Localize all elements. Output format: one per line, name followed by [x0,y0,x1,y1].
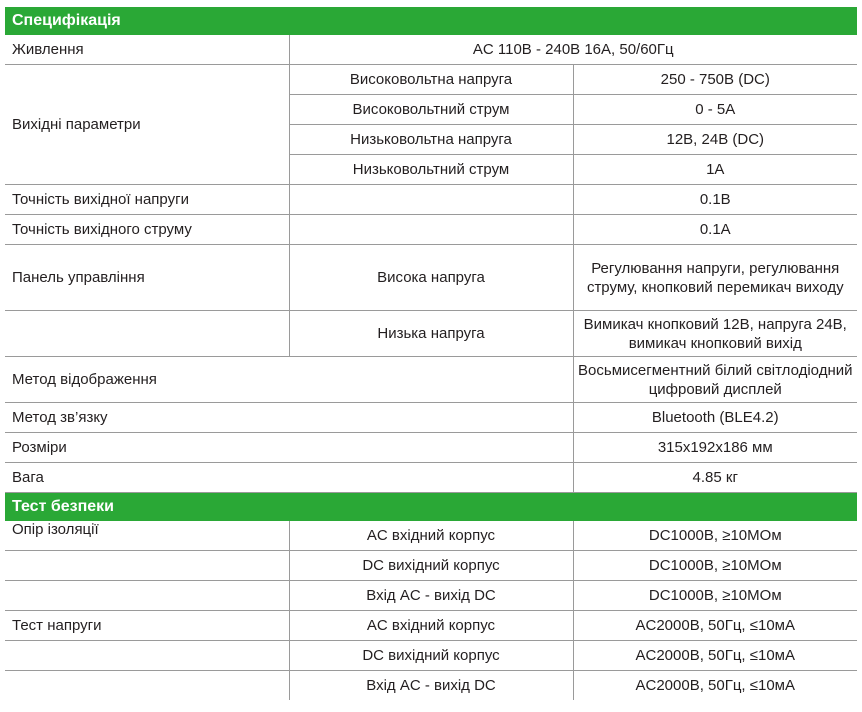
table-row [5,433,857,463]
value-cell: AC2000В, 50Гц, ≤10мА [573,671,857,701]
row-label-communication: Метод зв’язку [5,403,573,433]
empty-cell [289,215,573,245]
table-row [5,357,857,403]
table-row [5,641,857,671]
value-cell: AC2000В, 50Гц, ≤10мА [573,611,857,641]
param-cell: Низьковольтний струм [289,155,573,185]
param-cell: DC вихідний корпус [289,641,573,671]
value-cell: DC1000В, ≥10МОм [573,581,857,611]
param-cell: Низька напруга [289,311,573,357]
empty-cell [289,185,573,215]
value-cell: DC1000В, ≥10МОм [573,551,857,581]
spec-sheet [5,7,857,700]
value-cell: 12В, 24В (DC) [573,125,857,155]
row-label-control-panel: Панель управління [5,245,289,311]
table-row [5,581,857,611]
param-cell: AC вхідний корпус [289,521,573,551]
row-label-dimensions: Розміри [5,433,573,463]
row-label-voltage-accuracy: Точність вихідної напруги [5,185,289,215]
row-value-dimensions: 315x192x186 мм [573,433,857,463]
table-row [5,185,857,215]
value-cell: Регулювання напруги, регулювання струму, кнопковий перемикач виходу [573,245,857,311]
table-row [5,611,857,641]
specification-table [5,35,857,493]
empty-cell [5,551,289,581]
param-cell: Високовольтна напруга [289,65,573,95]
table-row [5,403,857,433]
row-label-current-accuracy: Точність вихідного струму [5,215,289,245]
section-title-safety-test: Тест безпеки [5,493,857,521]
value-cell: 0 - 5А [573,95,857,125]
table-row [5,671,857,701]
table-row [5,311,857,357]
row-value-power: AC 110В - 240В 16А, 50/60Гц [289,35,857,65]
param-cell: Низьковольтна напруга [289,125,573,155]
table-row [5,65,857,95]
row-label-weight: Вага [5,463,573,493]
value-cell: 1А [573,155,857,185]
section-title-specification: Специфікація [5,7,857,35]
empty-cell [5,581,289,611]
row-value-voltage-accuracy: 0.1В [573,185,857,215]
row-value-communication: Bluetooth (BLE4.2) [573,403,857,433]
value-cell: 250 - 750В (DC) [573,65,857,95]
table-row [5,551,857,581]
table-row [5,245,857,311]
param-cell: Високовольтний струм [289,95,573,125]
row-label-voltage-test: Тест напруги [5,611,289,641]
param-cell: Висока напруга [289,245,573,311]
safety-test-table [5,521,857,700]
empty-cell [5,311,289,357]
param-cell: Вхід AC - вихід DC [289,671,573,701]
empty-cell [5,671,289,701]
row-label-insulation: Опір ізоляції [5,521,289,551]
table-row [5,215,857,245]
value-cell: Вимикач кнопковий 12В, напруга 24В, вимикач кнопковий вихід [573,311,857,357]
empty-cell [5,641,289,671]
row-value-current-accuracy: 0.1А [573,215,857,245]
row-value-weight: 4.85 кг [573,463,857,493]
table-row [5,35,857,65]
param-cell: Вхід AC - вихід DC [289,581,573,611]
row-label-display: Метод відображення [5,357,573,403]
value-cell: AC2000В, 50Гц, ≤10мА [573,641,857,671]
value-cell: DC1000В, ≥10МОм [573,521,857,551]
row-value-display: Восьмисегментний білий світлодіодний цифровий дисплей [573,357,857,403]
table-row [5,463,857,493]
row-label-output: Вихідні параметри [5,65,289,185]
param-cell: AC вхідний корпус [289,611,573,641]
param-cell: DC вихідний корпус [289,551,573,581]
row-label-power: Живлення [5,35,289,65]
table-row [5,521,857,551]
